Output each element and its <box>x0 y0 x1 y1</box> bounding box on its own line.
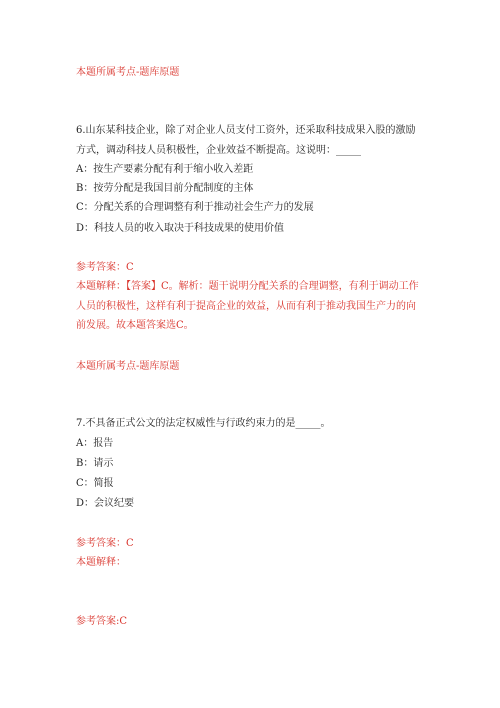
question-6-option-b: B：按劳分配是我国目前分配制度的主体 <box>76 183 254 194</box>
question-7-option-c: C：简报 <box>76 478 114 489</box>
question-6-explanation-line-3: 前发展。故本题答案选C。 <box>76 320 194 331</box>
question-6-answer: 参考答案：C <box>76 262 134 273</box>
question-7-explanation-label: 本题解释： <box>76 557 126 568</box>
question-7-answer: 参考答案：C <box>76 538 134 549</box>
question-6-option-a: A：按生产要素分配有利于缩小收入差距 <box>76 164 254 175</box>
question-7-option-b: B：请示 <box>76 458 114 469</box>
question-6-option-c: C：分配关系的合理调整有利于推动社会生产力的发展 <box>76 202 314 213</box>
question-6-stem-line-1: 6.山东某科技企业，除了对企业人员支付工资外，还采取科技成果入股的激励 <box>76 125 416 136</box>
reference-answer: 参考答案:C <box>76 616 128 627</box>
question-6-option-d: D：科技人员的收入取决于科技成果的使用价值 <box>76 223 285 234</box>
question-7-option-d: D：会议纪要 <box>76 498 135 509</box>
question-7-stem: 7.不具备正式公文的法定权威性与行政约束力的是_____。 <box>76 418 331 429</box>
question-6-source-note: 本题所属考点-题库原题 <box>76 361 180 372</box>
question-7-option-a: A：报告 <box>76 438 114 449</box>
question-6-stem-line-2: 方式，调动科技人员积极性，企业效益不断提高。这说明：_____ <box>76 145 361 156</box>
question-6-explanation-line-2: 人员的积极性，这样有利于提高企业的效益，从而有利于推动我国生产力的向 <box>76 301 416 312</box>
question-6-explanation-line-1: 本题解释：【答案】C。解析：题干说明分配关系的合理调整，有利于调动工作 <box>76 281 419 292</box>
source-note: 本题所属考点-题库原题 <box>76 67 180 78</box>
